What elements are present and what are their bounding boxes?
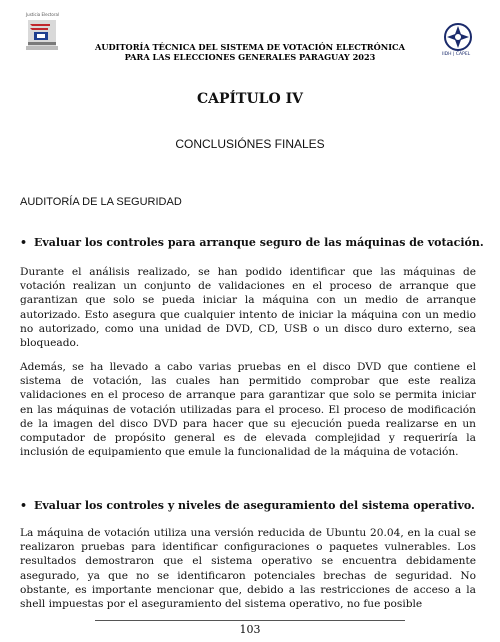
bullet-text: Evaluar los controles y niveles de aseguramiento del sistema operativo. bbox=[34, 499, 475, 512]
page-number: 103 bbox=[239, 623, 261, 636]
paragraph: La máquina de votación utiliza una versión reducida de Ubuntu 20.04, en la cual se realizaron pruebas para identificar configuraciones o paquetes vulnerables. Los resultados demostraron que el sistema operativo se encuentra debidamente asegurado, ya que no se identificaron potenciales brechas de seguridad. No obstante, es importante mencionar que, debido a las restricciones de acceso a la shell impuestas por el aseguramiento del sistema operativo, no fue posible bbox=[20, 527, 476, 611]
tsje-emblem-icon bbox=[20, 12, 62, 60]
bullet-marker: • bbox=[20, 236, 28, 249]
right-logo-caption: IIDH | CAPEL bbox=[442, 52, 471, 57]
left-logo-caption: Justicia Electoral bbox=[26, 12, 60, 17]
bullet-text: Evaluar los controles para arranque seguro de las máquinas de votación. bbox=[34, 236, 484, 249]
bullet-item bbox=[20, 236, 484, 249]
bullet-item bbox=[20, 499, 475, 512]
header-title-line2: PARA LAS ELECCIONES GENERALES PARAGUAY 2023 bbox=[124, 52, 376, 62]
footer-divider bbox=[95, 620, 405, 621]
bullet-marker: • bbox=[20, 499, 28, 512]
chapter-title: CAPÍTULO IV bbox=[196, 91, 304, 107]
ech-capel-emblem-icon bbox=[440, 22, 476, 58]
paragraph: Durante el análisis realizado, se han podido identificar que las máquinas de votación realizan un conjunto de validaciones en el proceso de arranque que garantizan que solo se pueda iniciar la máquina con un medio de arranque autorizado. Esto asegura que cualquier intento de iniciar la máquina con un medio no autorizado, como una unidad de DVD, CD, USB o un disco duro externo, sea bloqueado. bbox=[20, 266, 476, 350]
chapter-subtitle: CONCLUSIÓNES FINALES bbox=[175, 137, 325, 151]
paragraph: Además, se ha llevado a cabo varias pruebas en el disco DVD que contiene el sistema de votación, las cuales han permitido comprobar que este realiza validaciones en el proceso de arranque para garantizar que solo se permita iniciar en las máquinas de votación utilizadas para el proceso. El proceso de modificación de la imagen del disco DVD para hacer que su ejecución pueda realizarse en un computador de propósito general es de elevada complejidad y requeriría la inclusión de equipamiento que emule la funcionalidad de la máquina de votación. bbox=[20, 361, 476, 459]
header-title-line1: AUDITORÍA TÉCNICA DEL SISTEMA DE VOTACIÓN ELECTRÓNICA bbox=[95, 42, 405, 52]
section-title: AUDITORÍA DE LA SEGURIDAD bbox=[20, 196, 182, 208]
